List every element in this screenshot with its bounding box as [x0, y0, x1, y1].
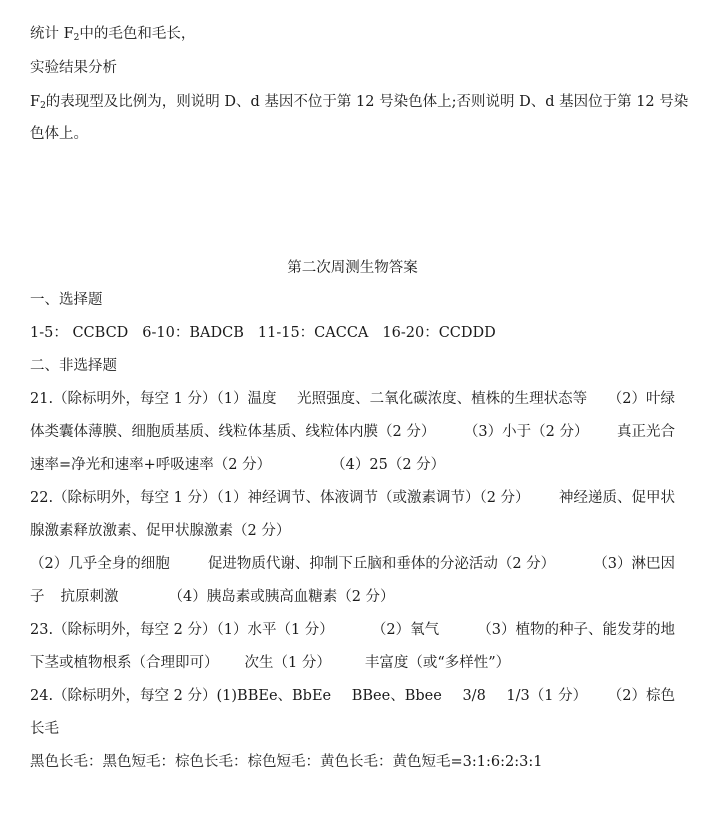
top-line-1-sub: 2 [73, 33, 80, 43]
q23-part-b: （2）氧气 [371, 622, 440, 638]
choice-group-2: 6-10：BADCB [142, 325, 244, 341]
q24-part-e: （2）棕色 [607, 688, 675, 704]
q21-part-h: （4）25（2 分） [331, 457, 446, 473]
q23-part-e: 次生（1 分） [244, 655, 331, 671]
q21-line-1 [30, 389, 675, 409]
q22-line-2: 腺激素释放激素、促甲状腺激素（2 分） [30, 523, 291, 539]
q22-line-1 [30, 488, 675, 508]
q22-part-h: （4）胰岛素或胰高血糖素（2 分） [168, 589, 395, 605]
q23-part-d: 下茎或植物根系（合理即可） [30, 655, 219, 671]
q24-line-2: 长毛 [30, 721, 59, 737]
q22-part-a: 22.（除标明外，每空 1 分）（1）神经调节、体液调节（或激素调节）（2 分） [30, 490, 530, 506]
q22-line-4 [30, 587, 675, 607]
top-line-3-post: 的表现型及比例为，则说明 D、d 基因不位于第 12 号染色体上;否则说明 D、d 基因位于第 12 号染 [45, 94, 689, 110]
q21-line-2 [30, 422, 675, 442]
q21-part-f: 真正光合 [617, 424, 675, 440]
choice-answers [30, 323, 675, 343]
top-line-1-pre: 统计 F [30, 26, 74, 42]
q21-part-b: 光照强度、二氧化碳浓度、植株的生理状态等 [297, 391, 588, 407]
top-line-3-sub: 2 [40, 101, 46, 111]
q24-line-1 [30, 686, 675, 706]
q21-part-a: 21.（除标明外，每空 1 分）（1）温度 [30, 391, 277, 407]
q23-part-c: （3）植物的种子、能发芽的地 [477, 622, 675, 638]
section-choice-heading: 一、选择题 [30, 292, 103, 308]
choice-group-4: 16-20：CCDDD [382, 325, 496, 341]
q24-part-b: BBee、Bbee [351, 688, 442, 704]
q22-part-b: 神经递质、促甲状 [559, 490, 675, 506]
top-line-3-pre: F [30, 94, 41, 110]
q24-line-3: 黑色长毛：黑色短毛：棕色长毛：棕色短毛：黄色长毛：黄色短毛=3:1:6:2:3:1 [30, 754, 543, 770]
q24-part-a: 24.（除标明外，每空 2 分）(1)BBEe、BbEe [30, 688, 332, 704]
q23-line-1 [30, 620, 675, 640]
q23-part-f: 丰富度（或“多样性”） [364, 655, 511, 671]
q22-part-e: （3）淋巴因 [593, 556, 675, 572]
q24-part-c: 3/8 [462, 688, 486, 704]
q21-part-d: 体类囊体薄膜、细胞质基质、线粒体基质、线粒体内膜（2 分） [30, 424, 436, 440]
q22-part-c: （2）几乎全身的细胞 [30, 556, 170, 572]
q21-part-g: 速率=净光和速率+呼吸速率（2 分） [30, 457, 272, 473]
top-line-2: 实验结果分析 [30, 60, 117, 76]
q24-part-d: 1/3（1 分） [506, 688, 588, 704]
q23-line-2 [30, 653, 675, 673]
top-line-3 [30, 92, 689, 116]
top-line-4: 色体上。 [30, 126, 88, 142]
q23-part-a: 23.（除标明外，每空 2 分）（1）水平（1 分） [30, 622, 334, 638]
section-nonchoice-heading: 二、非选择题 [30, 358, 117, 374]
top-line-1-post: 中的毛色和毛长， [79, 26, 196, 42]
q21-part-c: （2）叶绿 [607, 391, 675, 407]
q21-part-e: （3）小于（2 分） [463, 424, 589, 440]
answers-title: 第二次周测生物答案 [287, 260, 418, 276]
choice-group-1: 1-5： CCBCD [30, 325, 129, 341]
q22-part-f: 子 [30, 589, 45, 605]
q22-line-3 [30, 554, 675, 574]
top-line-1 [30, 24, 675, 48]
q21-line-3 [30, 455, 675, 475]
q22-part-g: 抗原刺激 [60, 589, 119, 605]
q22-part-d: 促进物质代谢、抑制下丘脑和垂体的分泌活动（2 分） [207, 556, 556, 572]
choice-group-3: 11-15：CACCA [257, 325, 369, 341]
